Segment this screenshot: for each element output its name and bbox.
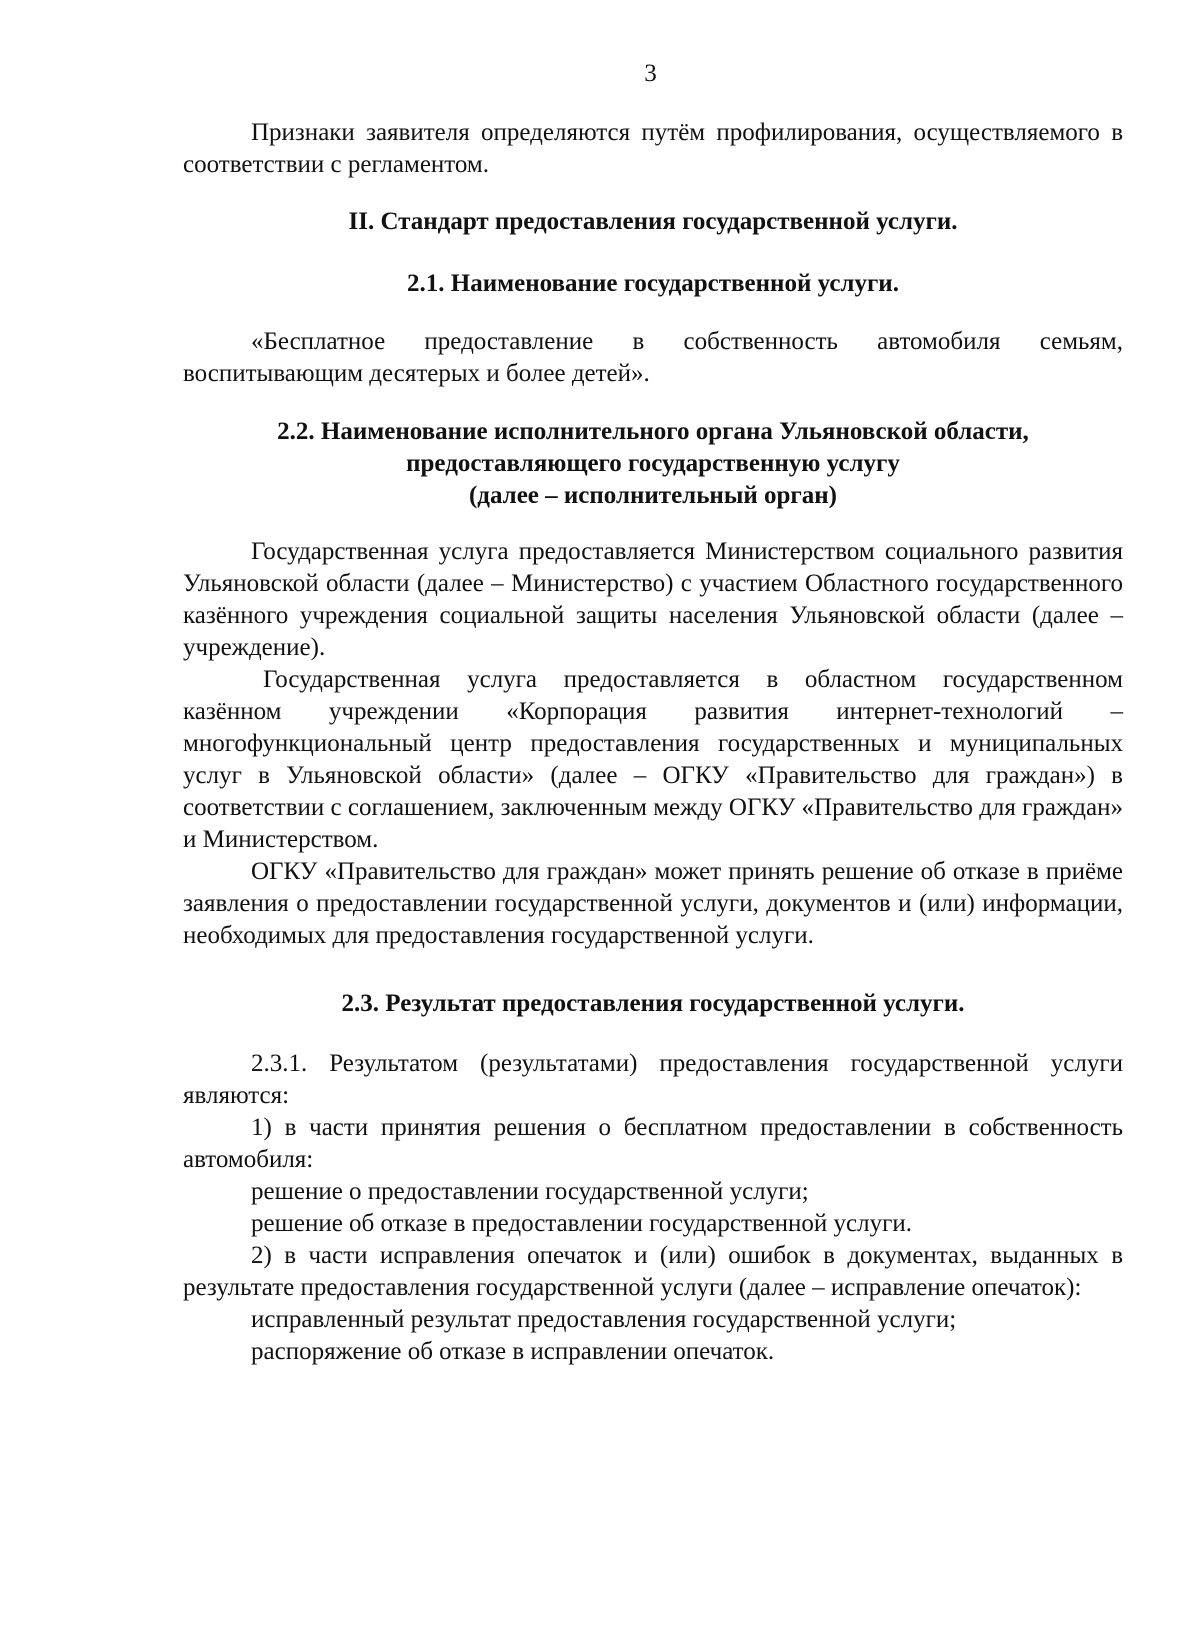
section-2-2-heading-line-1: 2.2. Наименование исполнительного органа Ульяновской области, <box>277 418 1029 445</box>
section-2-2-heading-line-3: (далее – исполнительный орган) <box>468 482 837 509</box>
section-2-heading: II. Стандарт предоставления государственной услуги. <box>348 208 958 235</box>
section-2-1-heading: 2.1. Наименование государственной услуги. <box>407 270 899 297</box>
section-2-3-1-paragraph: 2.3.1. Результатом (результатами) предоставления государственной услуги являются: <box>183 1050 1123 1109</box>
result-item-1-a: решение о предоставлении государственной услуги; <box>251 1178 809 1205</box>
section-2-2-body <box>183 536 1123 952</box>
section-2-3-heading: 2.3. Результат предоставления государственной услуги. <box>341 990 965 1017</box>
section-2-3-body <box>183 1048 1123 1368</box>
section-2-2-heading <box>183 416 1123 512</box>
page-number: 3 <box>644 60 657 87</box>
section-2-2-paragraph-1: Государственная услуга предоставляется Министерством социального развития Ульяновской области (далее – Министерство) с участием Областного государственного казённого учреждения социальной защиты населения Ульяновской области (далее – учреждение). <box>183 538 1123 661</box>
intro-section <box>183 117 1123 181</box>
service-name-paragraph: «Бесплатное предоставление в собственность автомобиля семьям, воспитывающим десятерых и более детей». <box>183 328 1123 387</box>
section-2-2-paragraph-2: Государственная услуга предоставляется в областном государственном казённом учреждении «Корпорация развития интернет-технологий – многофункциональный центр предоставления государственных и муниципальных услуг в Ульяновской области» (далее – ОГКУ «Правительство для граждан») в соответствии с соглашением, заключенным между ОГКУ «Правительство для граждан» и Министерством. <box>183 666 1123 853</box>
document-page <box>183 0 1123 1645</box>
section-2-1-body <box>183 326 1123 390</box>
result-item-2-b: распоряжение об отказе в исправлении опечаток. <box>251 1338 775 1365</box>
section-2-2-heading-line-2: предоставляющего государственную услугу <box>406 450 900 477</box>
section-2-2-paragraph-3: ОГКУ «Правительство для граждан» может принять решение об отказе в приёме заявления о предоставлении государственной услуги, документов и (или) информации, необходимых для предоставления государственной услуги. <box>183 858 1123 949</box>
result-item-2: 2) в части исправления опечаток и (или) ошибок в документах, выданных в результате предоставления государственной услуги (далее – исправление опечаток): <box>183 1242 1123 1301</box>
section-2-heading-block <box>183 206 1123 238</box>
result-item-1: 1) в части принятия решения о бесплатном предоставлении в собственность автомобиля: <box>183 1114 1123 1173</box>
intro-paragraph: Признаки заявителя определяются путём профилирования, осуществляемого в соответствии с регламентом. <box>183 119 1123 178</box>
section-2-3-heading-block <box>183 988 1123 1020</box>
result-item-1-b: решение об отказе в предоставлении государственной услуги. <box>251 1210 912 1237</box>
section-2-1-heading-block <box>183 268 1123 300</box>
result-item-2-a: исправленный результат предоставления государственной услуги; <box>251 1306 957 1333</box>
